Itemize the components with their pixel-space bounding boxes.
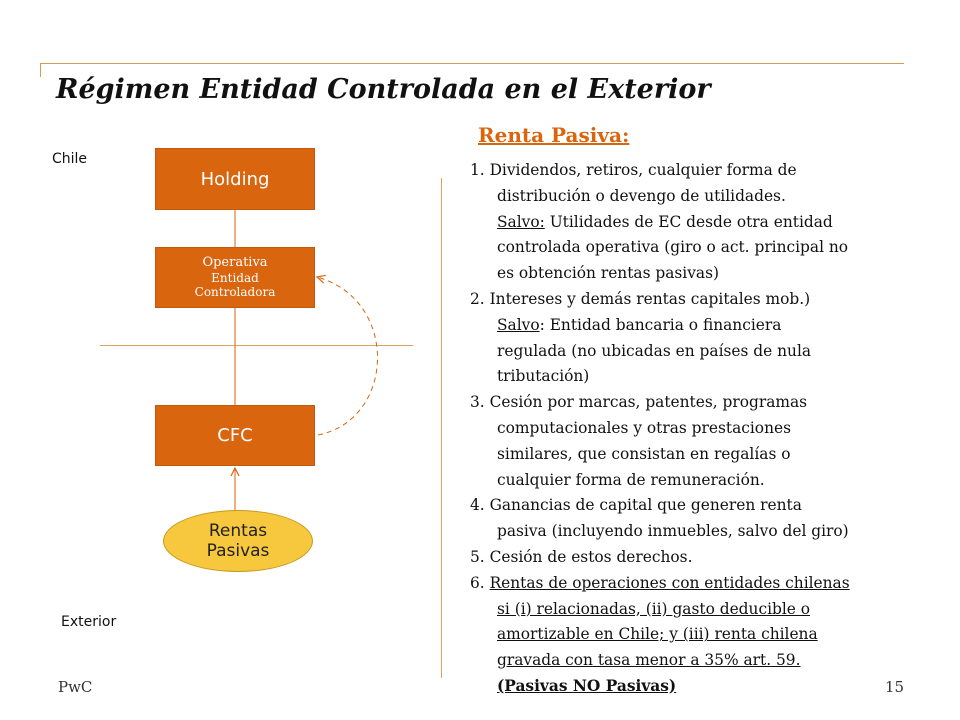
rentas-pasivas-oval [163, 510, 313, 572]
item5-line: 5. Cesión de estos derechos. [470, 547, 693, 566]
item6-number: 6. [470, 573, 490, 592]
item1-line1: 1. Dividendos, retiros, cualquier forma de [470, 161, 797, 179]
page-number: 15 [885, 678, 905, 696]
item1-line4: controlada operativa (giro o act. principal no [497, 238, 849, 257]
renta-pasiva-list [470, 158, 940, 700]
label-exterior: Exterior [61, 614, 117, 630]
item3-line1: 3. Cesión por marcas, patentes, programas [470, 393, 808, 412]
renta-pasiva-heading: Renta Pasiva: [478, 123, 630, 147]
rentas-label: Rentas [208, 520, 268, 541]
entidad-label: Entidad [211, 270, 259, 285]
item6-line1 [470, 571, 940, 597]
item6-line2-text: si (i) relacionadas, (ii) gasto deducible o [497, 599, 811, 618]
pasivas-label: Pasivas [206, 541, 270, 561]
item6-line2 [470, 597, 940, 623]
item3-line3: similares, que consistan en regalías o [497, 444, 791, 463]
operativa-label: Operativa [202, 255, 268, 271]
item2-line4: tributación) [497, 367, 590, 386]
item3-line4: cualquier forma de remuneración. [497, 470, 765, 489]
item4-line2: pasiva (incluyendo inmuebles, salvo del giro) [497, 522, 849, 541]
cfc-box [155, 405, 315, 466]
item6-line3 [470, 622, 940, 648]
footer-brand: PwC [58, 678, 93, 696]
item6-line1-text: Rentas de operaciones con entidades chilenas [489, 573, 850, 592]
item2-line3: regulada (no ubicadas en países de nula [497, 341, 812, 360]
holding-label: Holding [200, 168, 270, 190]
item2-line1: 2. Intereses y demás rentas capitales mob.) [470, 289, 811, 308]
item1-salvo: Salvo: [497, 212, 545, 231]
item6-line3-text: amortizable en Chile; y (iii) renta chilena [497, 625, 818, 644]
item6-line5 [470, 674, 940, 700]
item1-line3 [470, 210, 940, 236]
cfc-label: CFC [217, 425, 253, 446]
operativa-box [155, 247, 315, 308]
item6-line4-text: gravada con tasa menor a 35% art. 59. [497, 651, 801, 670]
item2-line2-rest: Entidad bancaria o financiera [544, 315, 782, 334]
holding-box [155, 148, 315, 210]
item6-line5-text: (Pasivas NO Pasivas) [497, 676, 677, 695]
item2-salvo: Salvo [497, 315, 540, 334]
item2-colon: : [539, 315, 545, 334]
item1-line3-rest: Utilidades de EC desde otra entidad [544, 212, 833, 231]
item1-line2: distribución o devengo de utilidades. [497, 186, 786, 205]
item3-line2: computacionales y otras prestaciones [497, 418, 791, 437]
controladora-label: Controladora [194, 285, 276, 300]
item2-line2 [470, 313, 940, 339]
label-chile: Chile [52, 151, 88, 167]
item4-line1: 4. Ganancias de capital que generen renta [470, 496, 802, 515]
slide-title: Régimen Entidad Controlada en el Exterior [56, 74, 711, 105]
dashed-arrow-cfc-to-operativa [317, 277, 378, 435]
item6-line4 [470, 648, 940, 674]
item1-line5: es obtención rentas pasivas) [497, 264, 719, 283]
